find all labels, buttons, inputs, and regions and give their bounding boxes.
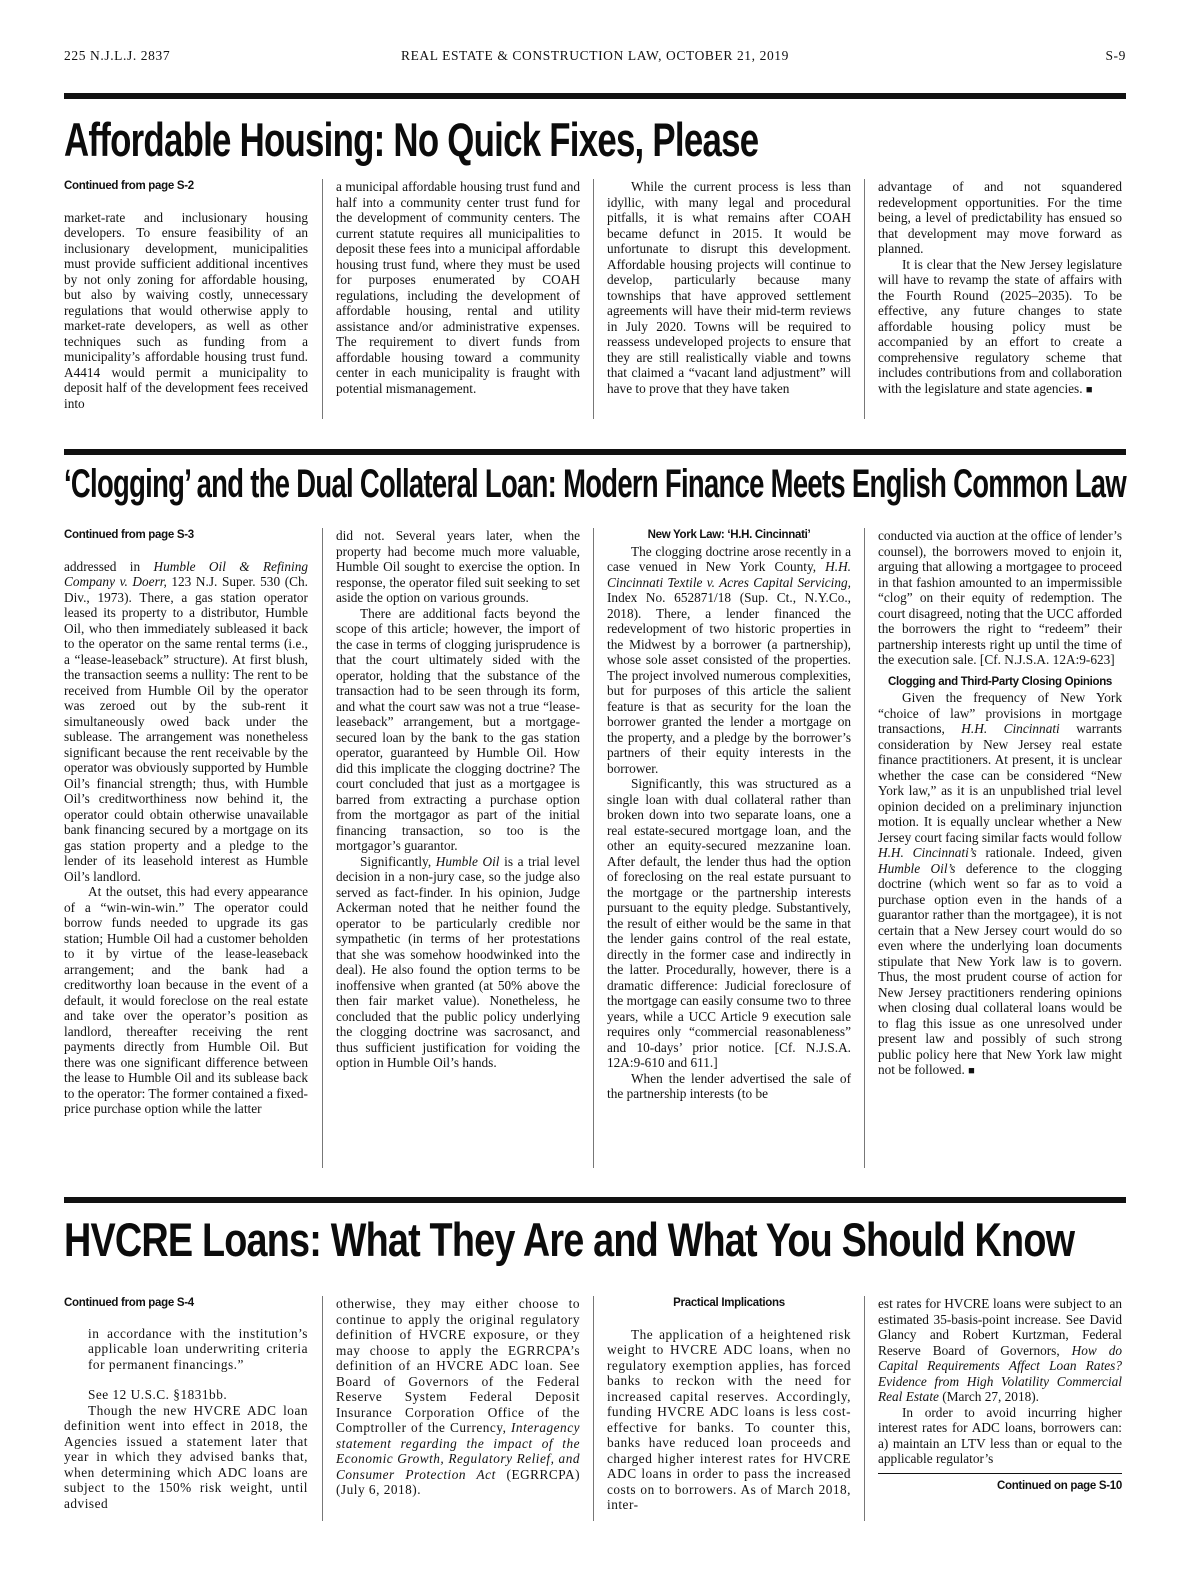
article-column-4: [878, 179, 1122, 398]
paragraph: [336, 854, 580, 1071]
paragraph: [878, 690, 1122, 1080]
end-of-article-mark: ■: [968, 1065, 975, 1077]
paragraph-text: deference to the clogging doctrine (which went so far as to void a purchase option even in the hands of a guarantor rather than the mortgagee), it is not certain that a New Jersey court would do so even where the underlying loan documents stipulate that New York law is to govern. Thus, the most prudent course of action for New Jersey practitioners rendering opinions when closing dual collateral loans would be to flag this issue as one unresolved under present law and possibly of such strong public policy here that New York law might not be followed.: [878, 860, 1122, 1077]
column-rule: [322, 179, 323, 419]
paragraph: There are additional facts beyond the scope of this article; however, the import of the case in terms of clogging jurisprudence is that the court ultimately sided with the operator, holding that the substance of the transaction had to be seen through its form, and what the court saw was not a true “lease-leaseback” arrangement, but a mortgage-secured loan by the bank to the gas station operator, guaranteed by Humble Oil. How did this implicate the clogging doctrine? The court concluded that just as a mortgagee is barred from extracting a purchase option from the mortgagor as part of the initial financing transaction, so too is the mortgagor’s guarantor.: [336, 605, 580, 853]
paragraph: [64, 559, 308, 885]
section-subhead: Practical Implications: [673, 1297, 785, 1309]
paragraph: Though the new HVCRE ADC loan definition went into effect in 2018, the Agencies issued a statement later that year in which they advised banks that, when determining which ADC loans are subject to the 150% risk weight, until advised: [64, 1402, 308, 1511]
paragraph: a municipal affordable housing trust fund and half into a community center trust fund for the development of community centers. The current statute requires all municipalities to deposit these fees into a municipal affordable housing trust fund, where they must be used for purposes enumerated by COAH regulations, including the development of affordable housing, rental and utility assistance and/or administrative expenses. The requirement to divert funds from affordable housing toward a community center in each municipality is fraught with potential mismanagement.: [336, 179, 580, 396]
article-headline: Affordable Housing: No Quick Fixes, Please: [64, 113, 759, 166]
article-column-4: [878, 1296, 1122, 1494]
case-citation: H.H. Cincinnati: [961, 721, 1060, 736]
case-citation: Humble Oil & Refining Company v. Doerr,: [64, 558, 308, 589]
article-column-2: [336, 528, 580, 1071]
section-title: REAL ESTATE & CONSTRUCTION LAW, OCTOBER 21, 2019: [400, 48, 790, 63]
continued-on-label: Continued on page S-10: [878, 1473, 1122, 1495]
paragraph: Significantly, this was structured as a single loan with dual collateral rather than broken down into two separate loans, one a real estate-secured mortgage loan, and the other an equity-secured mezzanine loan. After default, the lender thus had the option of foreclosing on the real estate pursuant to the mortgage or the partnership interests pursuant to the equity pledge. Substantively, the result of either would be the same in that the lender gains control of the real estate, directly in the former case and indirectly in the latter. Procedurally, however, there is a dramatic difference: Judicial foreclosure of the mortgage can easily consume two to three years, while a UCC Article 9 execution sale requires only “commercial reasonableness” and 10-days’ prior notice. [Cf. N.J.S.A. 12A:9-610 and 611.]: [607, 776, 851, 1070]
section-subhead: Clogging and Third-Party Closing Opinions: [887, 675, 1113, 688]
article-column-1: [64, 1296, 308, 1511]
journal-citation: 225 N.J.L.J. 2837: [64, 48, 171, 63]
paragraph-text: rationale. Indeed, given: [976, 845, 1122, 860]
case-citation: H.H. Cincinnati’s: [878, 845, 977, 860]
paragraph: [878, 257, 1122, 399]
paragraph-text: (EGRRCPA) (July 6, 2018).: [336, 1466, 580, 1497]
paragraph: At the outset, this had every appearance of a “win-win-win.” The operator could borrow funds needed to upgrade its gas station; Humble Oil had a customer beholden to it by virtue of the lease-leaseback arrangement; and the bank had a creditworthy loan because in the event of a default, it would foreclose on the real estate and take over the operator’s position as landlord, thereafter receiving the rent payments directly from Humble Oil. But there was one significant difference between the lease to Humble Oil and its sublease back to the operator: The former contained a fixed-price purchase option while the latter: [64, 884, 308, 1116]
paragraph-text: The clogging doctrine arose recently in a case venued in New York County,: [607, 543, 851, 574]
article-column-4: [878, 528, 1122, 1080]
paragraph: When the lender advertised the sale of the partnership interests (to be: [607, 1070, 851, 1101]
article-column-2: [336, 179, 580, 396]
article-column-1: [64, 179, 308, 411]
column-rule: [864, 179, 865, 419]
paragraph-text: is a trial level decision in a non-jury case, so the judge also served as fact-finder. In his opinion, Judge Ackerman noted that he neither found the operator to be particularly credible nor sympathetic (in terms of her protestations that she was somehow hoodwinked into the deal). He also found the option terms to be inoffensive when granted (at 50% above the then fair market value). Nonetheless, he concluded that the public policy underlying the clogging doctrine was sacrosanct, and thus sufficient justification for voiding the option in Humble Oil’s hands.: [336, 853, 580, 1070]
paragraph: market-rate and inclusionary housing developers. To ensure feasibility of an inclusionary development, municipalities must provide sufficient additional incentives by not only zoning for affordable housing, but also by waiving costly, unnecessary regulations that would otherwise apply to market-rate developers, as well as other techniques such as funding from a municipality’s affordable housing trust fund. A4414 would permit a municipality to deposit half of the development fees received into: [64, 209, 308, 411]
article-column-3: [607, 528, 851, 1102]
article-column-3: [607, 1296, 851, 1513]
column-rule: [593, 1296, 594, 1521]
paragraph-text: otherwise, they may either choose to continue to apply the original regulatory definition of HVCRE exposure, or they may choose to apply the EGRRCPA’s definition of an HVCRE ADC loan. See Board of Governors of the Federal Reserve System Federal Deposit Insurance Corporation Office of the Comptroller of the Currency,: [336, 1296, 580, 1435]
article-column-3: [607, 179, 851, 396]
case-citation: Humble Oil: [435, 853, 500, 869]
paragraph-text: (March 27, 2018).: [938, 1389, 1040, 1404]
block-quote: in accordance with the institution’s applicable loan underwriting criteria for permanent financings.”: [88, 1325, 308, 1372]
paragraph-text: addressed in: [64, 558, 154, 574]
article-divider: [64, 449, 1126, 455]
document-title: Interagency statement regarding the impact of the Economic Growth, Regulatory Relief, and Consumer Protection Act: [336, 1420, 580, 1482]
column-rule: [322, 1296, 323, 1521]
paragraph-text: est rates for HVCRE loans were subject to an estimated 35-basis-point increase. See David Glancy and Robert Kurtzman, Federal Reserve Board of Governors,: [878, 1296, 1122, 1358]
statute-reference: See 12 U.S.C. §1831bb.: [88, 1387, 228, 1402]
column-rule: [864, 1296, 865, 1521]
paragraph: While the current process is less than idyllic, with many legal and procedural pitfalls, it is what remains after COAH became defunct in 2015. It would be unfortunate to disrupt this development. Affordable housing projects will continue to develop, particularly because many townships that have approved settlement agreements will have their mid-term reviews in July 2020. Towns will be required to reassess undeveloped projects to ensure that they are still realistically viable and towns that claimed a “vacant land adjustment” will have to prove that they have taken: [607, 179, 851, 396]
column-rule: [322, 528, 323, 1168]
paragraph: [607, 544, 851, 777]
case-citation: Humble Oil’s: [878, 860, 956, 876]
continued-from-label: Continued from page S-2: [64, 180, 194, 192]
column-rule: [593, 179, 594, 419]
article-headline: HVCRE Loans: What They Are and What You Should Know: [64, 1213, 1075, 1266]
continued-from-label: Continued from page S-3: [64, 529, 194, 541]
article-headline: ‘Clogging’ and the Dual Collateral Loan: Modern Finance Meets English Common Law: [64, 462, 1127, 506]
paragraph-text: 123 N.J. Super. 530 (Ch. Div., 1973). There, a gas station operator leased its property to a distributor, Humble Oil, who then immediately subleased it back to the operator on the same rental terms (i.e., a “lease-leaseback” structure). At first blush, the transaction seems a nullity: The rent to be received from Humble Oil by the operator was zeroed out by the sub-rent it simultaneously owed back under the sublease. The arrangement was nonetheless significant because the rent receivable by the operator was obviously supported by Humble Oil’s financial strength; thus, with Humble Oil’s creditworthiness now behind it, the operator could obtain otherwise unavailable bank financing secured by a mortgage on its gas station property and a pledge to the lender of its leasehold interest as Humble Oil’s landlord.: [64, 574, 308, 884]
case-citation: H.H. Cincinnati Textile v. Acres Capital Servicing,: [607, 559, 851, 590]
paragraph: [336, 1296, 580, 1498]
section-subhead: New York Law: ‘H.H. Cincinnati’: [647, 529, 811, 541]
paragraph: did not. Several years later, when the property had become much more valuable, Humble Oil sought to exercise the option. In response, the operator filed suit seeking to set aside the option on various grounds.: [336, 528, 580, 605]
paragraph: conducted via auction at the office of lender’s counsel), the borrowers moved to enjoin it, arguing that allowing a mortgagee to proceed in that fashion amounted to an impermissible “clog” on their equity of redemption. The court disagreed, noting that the UCC afforded the borrowers the right to “redeem” their partnership interests right up until the time of the execution sale. [Cf. N.J.S.A. 12A:9-623]: [878, 528, 1122, 667]
paragraph-text: warrants consideration by New Jersey real estate finance practitioners. At present, it is unclear whether the case can be considered “New York law,” as it is an unpublished trial level opinion decided on a preliminary injunction motion. It is equally unclear whether a New Jersey court facing similar facts would follow: [878, 721, 1122, 845]
paragraph: advantage of and not squandered redevelopment opportunities. For the time being, a level of predictability has ensued so that development may move forward as planned.: [878, 179, 1122, 256]
column-rule: [864, 528, 865, 1168]
paragraph: In order to avoid incurring higher interest rates for ADC loans, borrowers can: a) maintain an LTV less than or equal to the applicable regulator’s: [878, 1404, 1122, 1466]
document-title: How do Capital Requirements Affect Loan Rates? Evidence from High Volatility Commercial Real Estate: [878, 1342, 1122, 1404]
end-of-article-mark: ■: [1085, 383, 1093, 396]
article-divider: [64, 93, 1126, 99]
running-header: [64, 48, 1126, 68]
paragraph-text: Significantly,: [360, 853, 436, 869]
article-column-2: [336, 1296, 580, 1498]
continued-from-label: Continued from page S-4: [64, 1297, 194, 1309]
article-divider: [64, 1197, 1126, 1203]
paragraph-text: It is clear that the New Jersey legislature will have to revamp the state of affairs with the Fourth Round (2025–2035). To be effective, any future changes to state affordable housing policy must be accompanied by an effort to create a comprehensive regulatory scheme that includes contributions from and collaboration with the legislature and state agencies.: [878, 256, 1122, 396]
paragraph-text: Index No. 652871/18 (Sup. Ct., N.Y.Co., 2018). There, a lender financed the redevelopment of two historic properties in the Midwest by a borrower (a partnership), whose sole asset consisted of the properties. The project involved numerous complexities, but for purposes of this article the salient feature is that as security for the loan the borrower granted the lender a mortgage on the property, and a pledge by the borrower’s partners of their equity interests in the borrower.: [607, 590, 851, 776]
paragraph: The application of a heightened risk weight to HVCRE ADC loans, when no regulatory exemption applies, has forced banks to reckon with the need for increased capital reserves. Accordingly, funding HVCRE ADC loans is less cost-effective for banks. To counter this, banks have reduced loan proceeds and charged higher interest rates for HVCRE ADC loans in order to pass the increased costs on to borrowers. As of March 2018, inter-: [607, 1326, 851, 1512]
column-rule: [593, 528, 594, 1168]
paragraph: [878, 1296, 1122, 1405]
article-column-1: [64, 528, 308, 1117]
paragraph-text: Given the frequency of New York “choice of law” provisions in mortgage transactions,: [878, 690, 1122, 736]
page-number: S-9: [1105, 48, 1126, 63]
